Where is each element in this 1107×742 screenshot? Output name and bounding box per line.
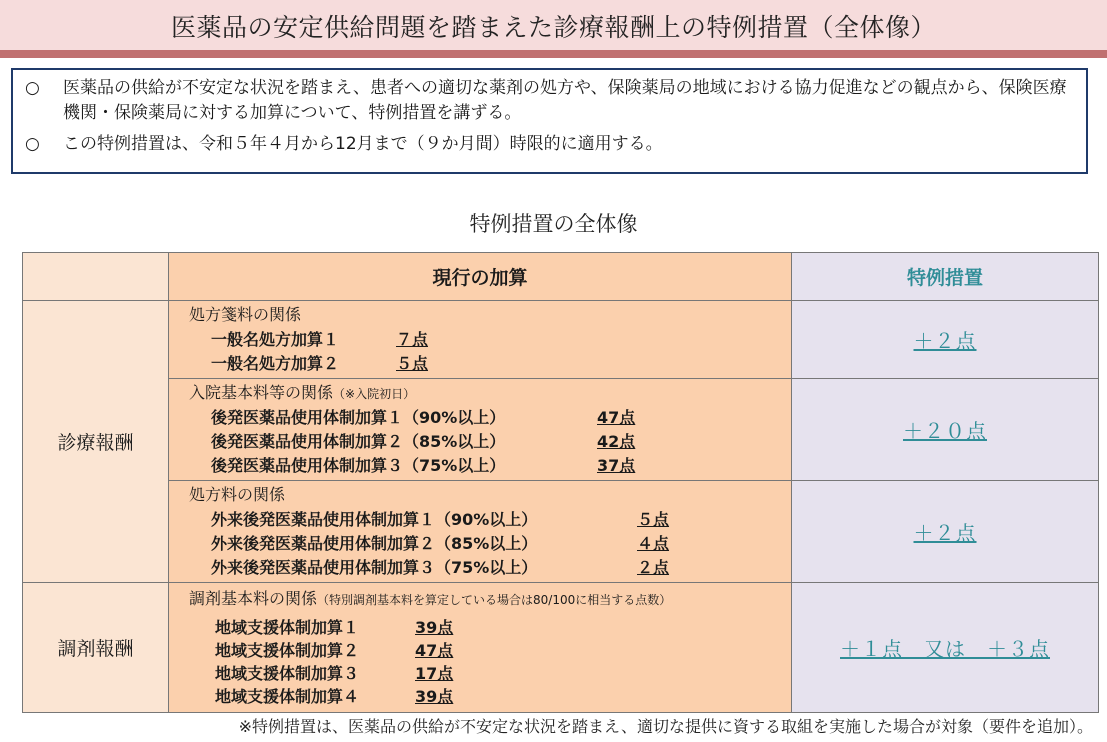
group-head: 処方料の関係 [189, 485, 286, 504]
special-value: ＋２点 [913, 329, 977, 353]
list-item: 地域支援体制加算１ 39点 [215, 618, 454, 637]
list-item: 外来後発医薬品使用体制加算３（75%以上） ２点 [211, 558, 670, 577]
special-value: ＋２点 [913, 521, 977, 545]
special-cell [792, 481, 1099, 583]
intro-bullet-2 [25, 132, 1076, 157]
list-item: 地域支援体制加算２ 47点 [215, 641, 454, 660]
list-item: 地域支援体制加算３ 17点 [215, 664, 454, 683]
special-cell [792, 301, 1099, 379]
bullet-circle-icon: ○ [25, 78, 40, 98]
special-value: ＋１点 又は ＋３点 [840, 637, 1050, 661]
list-item: 後発医薬品使用体制加算２（85%以上） 42点 [211, 432, 636, 451]
header-current: 現行の加算 [169, 253, 792, 301]
special-cell [792, 583, 1099, 713]
list-item: 一般名処方加算１ ７点 [211, 330, 429, 349]
section-title: 特例措置の全体像 [469, 212, 638, 236]
list-item: 後発医薬品使用体制加算３（75%以上） 37点 [211, 456, 636, 475]
title-bar [0, 0, 1107, 58]
footnote: ※特例措置は、医薬品の供給が不安定な状況を踏まえ、適切な提供に資する取組を実施した場合が対象（要件を追加）。 [238, 717, 1093, 736]
current-cell [169, 379, 792, 481]
intro-text: この特例措置は、令和５年４月から12月まで（９か月間）時限的に適用する。 [63, 134, 663, 154]
special-measures-table [22, 252, 1099, 713]
table-header-row [23, 253, 1099, 301]
category-dispensing-fee: 調剤報酬 [23, 583, 169, 713]
group-head: 入院基本料等の関係（※入院初日） [189, 383, 416, 402]
table-row [23, 481, 1099, 583]
header-special: 特例措置 [792, 253, 1099, 301]
list-item: 外来後発医薬品使用体制加算１（90%以上） ５点 [211, 510, 670, 529]
list-item: 後発医薬品使用体制加算１（90%以上） 47点 [211, 408, 636, 427]
intro-box [11, 68, 1088, 174]
group-head: 調剤基本料の関係（特別調剤基本料を算定している場合は80/100に相当する点数） [189, 589, 672, 608]
current-cell [169, 583, 792, 713]
list-item: 一般名処方加算２ ５点 [211, 354, 429, 373]
table-row [23, 301, 1099, 379]
current-cell [169, 301, 792, 379]
table-row [23, 379, 1099, 481]
page-title: 医薬品の安定供給問題を踏まえた診療報酬上の特例措置（全体像） [170, 13, 936, 42]
special-cell [792, 379, 1099, 481]
list-item: 地域支援体制加算４ 39点 [215, 687, 454, 706]
header-empty-cell [23, 253, 169, 301]
group-head: 処方箋料の関係 [189, 305, 302, 324]
intro-text: 医薬品の供給が不安定な状況を踏まえ、患者への適切な薬剤の処方や、保険薬局の地域における協力促進などの観点から、保険医療機関・保険薬局に対する加算について、特例措置を講ずる。 [63, 78, 1067, 123]
table-row [23, 583, 1099, 713]
intro-bullet-1 [25, 76, 1076, 126]
current-cell [169, 481, 792, 583]
bullet-circle-icon: ○ [25, 134, 40, 154]
list-item: 外来後発医薬品使用体制加算２（85%以上） ４点 [211, 534, 670, 553]
special-value: ＋２０点 [903, 419, 987, 443]
category-medical-fee: 診療報酬 [23, 301, 169, 583]
